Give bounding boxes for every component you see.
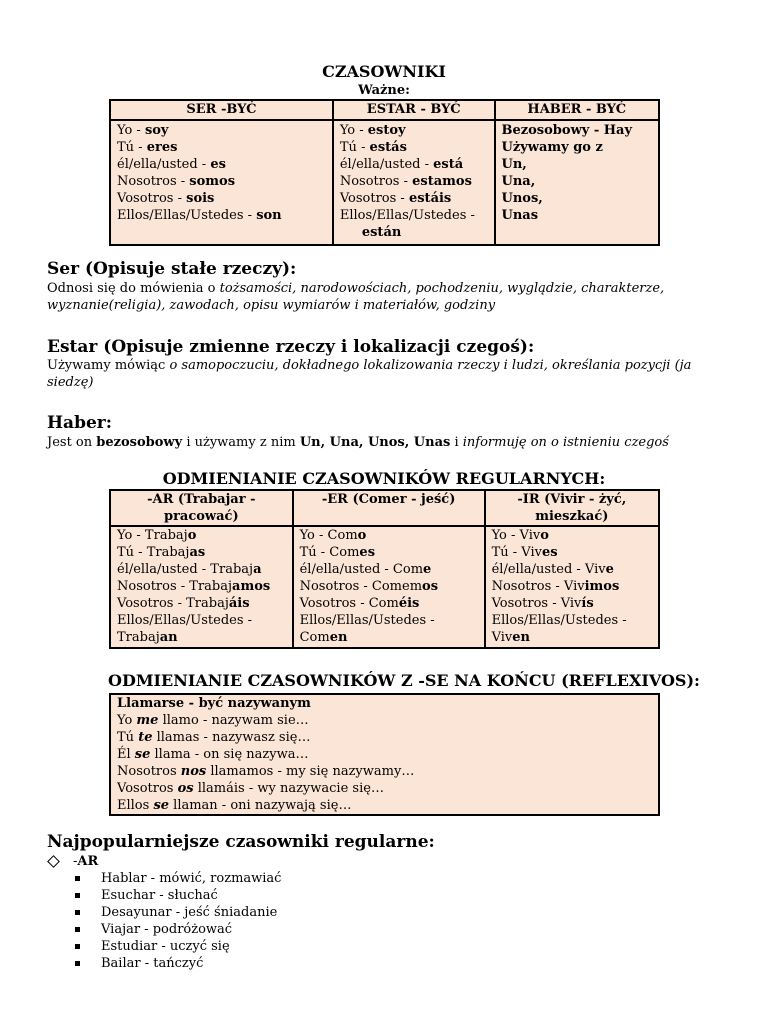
er-row: Ellos/Ellas/Ustedes - xyxy=(299,613,435,628)
estar-heading: Estar (Opisuje zmienne rzeczy i lokalizacji czegoś): xyxy=(47,337,535,357)
ir-row: Vosotros - Vivís xyxy=(491,596,594,611)
haber-header: HABER - BYĆ xyxy=(495,100,660,120)
ser-description: Odnosi się do mówienia o tożsamości, narodowościach, pochodzeniu, wyglądzie, charakterze, wyznanie(religia), zawodach, opisu wymiarów i materiałów, godziny xyxy=(47,281,665,313)
square-bullet-icon xyxy=(75,893,80,898)
ser-heading: Ser (Opisuje stałe rzeczy): xyxy=(47,259,297,279)
reflexive-header: Llamarse - być nazywanym xyxy=(117,696,311,711)
estar-header: ESTAR - BYĆ xyxy=(333,100,495,120)
ser-row: Nosotros - somos xyxy=(117,174,236,189)
ser-row: él/ella/usted - es xyxy=(117,157,226,172)
ar-row: Ellos/Ellas/Ustedes - xyxy=(117,613,253,628)
list-item: Esuchar - słuchać xyxy=(47,887,281,904)
estar-row: Nosotros - estamos xyxy=(339,174,472,189)
reflexive-row: Ellos se llaman - oni nazywają się… xyxy=(117,798,352,813)
reflexive-verbs-table xyxy=(109,693,660,816)
square-bullet-icon xyxy=(75,876,80,881)
estar-column xyxy=(333,120,495,245)
popular-verbs-heading: Najpopularniejsze czasowniki regularne: xyxy=(47,832,435,852)
haber-row: Un, xyxy=(501,157,527,172)
square-bullet-icon xyxy=(75,961,80,966)
ar-row: Nosotros - Trabajamos xyxy=(117,579,271,594)
estar-row: él/ella/usted - está xyxy=(339,157,464,172)
list-item: Bailar - tańczyć xyxy=(47,955,281,972)
list-group-ar: -AR xyxy=(47,853,281,870)
popular-verbs-list xyxy=(47,853,281,972)
er-row: Vosotros - Coméis xyxy=(299,596,420,611)
square-bullet-icon xyxy=(75,944,80,949)
regular-verbs-title: ODMIENIANIE CZASOWNIKÓW REGULARNYCH: xyxy=(162,469,606,488)
reflexive-verbs-title: ODMIENIANIE CZASOWNIKÓW Z -SE NA KOŃCU (REFLEXIVOS): xyxy=(108,671,700,690)
ser-header: SER -BYĆ xyxy=(110,100,333,120)
reflexive-row: Él se llama - on się nazywa… xyxy=(117,747,309,762)
er-row: Yo - Como xyxy=(299,528,367,543)
estar-row: Vosotros - estáis xyxy=(339,191,452,206)
ar-row: Trabajan xyxy=(117,630,178,645)
reflexive-row: Vosotros os llamáis - wy nazywacie się… xyxy=(117,781,384,796)
haber-row: Una, xyxy=(501,174,536,189)
list-item: Estudiar - uczyć się xyxy=(47,938,281,955)
estar-row: Tú - estás xyxy=(339,140,407,155)
diamond-bullet-icon xyxy=(47,855,60,868)
square-bullet-icon xyxy=(75,910,80,915)
ar-column xyxy=(110,526,293,648)
ser-row: Tú - eres xyxy=(117,140,178,155)
estar-row: Yo - estoy xyxy=(339,123,406,138)
haber-description: Jest on bezosobowy i używamy z nim Un, Una, Unos, Unas i informuję on o istnieniu czegoś xyxy=(47,435,669,450)
list-item: Viajar - podróżować xyxy=(47,921,281,938)
estar-row: están xyxy=(361,225,402,240)
ar-row: él/ella/usted - Trabaja xyxy=(117,562,262,577)
square-bullet-icon xyxy=(75,927,80,932)
reflexive-row: Yo me llamo - nazywam sie… xyxy=(117,713,309,728)
ir-header: -IR (Vivir - żyć, mieszkać) xyxy=(485,490,659,526)
ir-row: Nosotros - Vivimos xyxy=(491,579,620,594)
ir-column xyxy=(485,526,659,648)
page-subtitle: Ważne: xyxy=(358,83,410,98)
list-item: Desayunar - jeść śniadanie xyxy=(47,904,281,921)
regular-verbs-table xyxy=(109,489,660,649)
be-verbs-table xyxy=(109,99,660,246)
haber-row: Bezosobowy - Hay xyxy=(501,123,633,138)
er-row: Tú - Comes xyxy=(299,545,376,560)
ir-row: él/ella/usted - Vive xyxy=(491,562,614,577)
er-header: -ER (Comer - jeść) xyxy=(293,490,485,526)
ar-row: Yo - Trabajo xyxy=(117,528,197,543)
er-column xyxy=(293,526,485,648)
ar-row: Tú - Trabajas xyxy=(117,545,206,560)
ir-row: Tú - Vives xyxy=(491,545,558,560)
estar-description: Używamy mówiąc o samopoczuciu, dokładnego lokalizowania rzeczy i ludzi, określania pozycji (ja siedzę) xyxy=(47,358,692,390)
ser-row: Ellos/Ellas/Ustedes - son xyxy=(117,208,282,223)
ir-row: Viven xyxy=(491,630,531,645)
ar-row: Vosotros - Trabajáis xyxy=(117,596,250,611)
haber-row: Unos, xyxy=(501,191,543,206)
ir-row: Ellos/Ellas/Ustedes - xyxy=(491,613,627,628)
haber-row: Używamy go z xyxy=(501,140,603,155)
haber-heading: Haber: xyxy=(47,413,113,433)
list-item: Hablar - mówić, rozmawiać xyxy=(47,870,281,887)
estar-row: Ellos/Ellas/Ustedes - xyxy=(339,208,475,223)
haber-row: Unas xyxy=(501,208,539,223)
ar-header: -AR (Trabajar - pracować) xyxy=(110,490,293,526)
er-row: Comen xyxy=(299,630,348,645)
ser-row: Yo - soy xyxy=(117,123,169,138)
ir-row: Yo - Vivo xyxy=(491,528,549,543)
haber-column xyxy=(495,120,660,245)
er-row: Nosotros - Comemos xyxy=(299,579,439,594)
reflexive-row: Nosotros nos llamamos - my się nazywamy… xyxy=(117,764,415,779)
page-title: CZASOWNIKI xyxy=(322,62,446,81)
ser-row: Vosotros - sois xyxy=(117,191,215,206)
ser-column xyxy=(110,120,333,245)
reflexive-cell xyxy=(110,694,659,815)
reflexive-row: Tú te llamas - nazywasz się… xyxy=(117,730,311,745)
er-row: él/ella/usted - Come xyxy=(299,562,432,577)
